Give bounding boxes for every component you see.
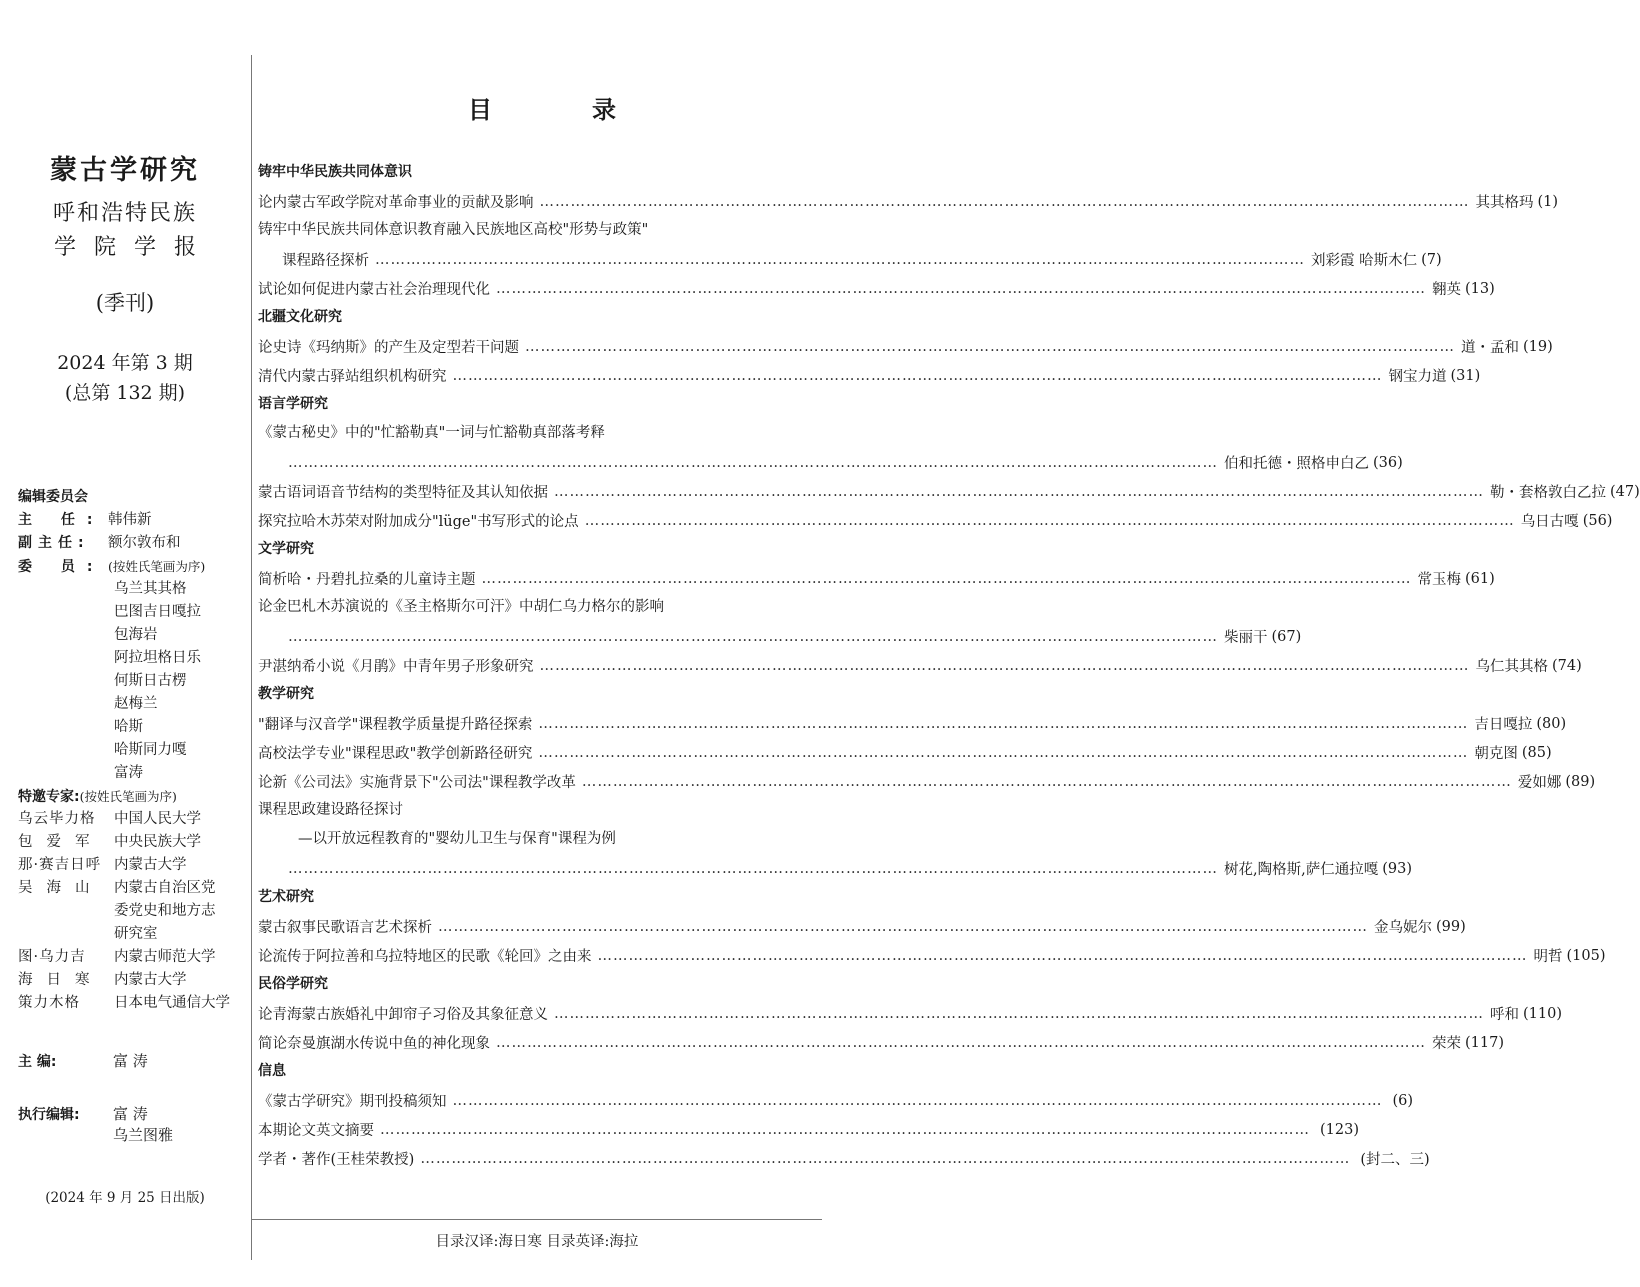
leader-dots: ……………………………………………………………………………………………………………………………………………………………… <box>584 512 1515 529</box>
expert-row <box>18 854 250 877</box>
leader-dots: ……………………………………………………………………………………………………………………………………………………………… <box>597 947 1528 964</box>
expert-org: 内蒙古大学 <box>114 972 187 988</box>
leader-dots: ……………………………………………………………………………………………………………………………………………………………… <box>452 367 1383 384</box>
expert-org: 内蒙古师范大学 <box>114 949 216 965</box>
board-member: 乌兰其其格 <box>114 581 187 597</box>
column-divider <box>251 55 252 1260</box>
frequency-label: (季刊) <box>95 291 155 315</box>
toc-entry[interactable] <box>258 245 1442 274</box>
toc-heading: 目录 <box>468 96 716 124</box>
toc-entry[interactable] <box>258 651 1582 680</box>
board-director <box>18 509 250 532</box>
toc-entry[interactable] <box>258 332 1553 361</box>
leader-dots: ……………………………………………………………………………………………………………………………………………………………… <box>554 483 1484 500</box>
toc-entry-title[interactable]: 《蒙古秘史》中的"忙豁勒真"一词与忙豁勒真部落考释 <box>258 425 605 441</box>
toc-entry-author: 勒・套格敦白乙拉 <box>1490 485 1606 501</box>
toc-entry-title: 学者・著作(王桂荣教授) <box>258 1152 415 1168</box>
director-role: 主 任: <box>18 512 105 528</box>
toc-entry-title: 《蒙古学研究》期刊投稿须知 <box>258 1094 447 1110</box>
board-heading: 编辑委员会 <box>18 489 88 505</box>
leader-dots: ……………………………………………………………………………………………………………………………………………………………… <box>496 1034 1426 1051</box>
toc-entry-title: 论青海蒙古族婚礼中卸帘子习俗及其象征意义 <box>258 1007 548 1023</box>
toc-entry-page: (6) <box>1392 1092 1414 1109</box>
expert-row <box>18 877 250 900</box>
total-issue-number: (总第 132 期) <box>64 382 186 404</box>
board-member: 哈斯同力嘎 <box>114 742 187 758</box>
expert-list <box>18 808 250 1015</box>
toc-entry[interactable] <box>258 1144 1430 1173</box>
board-member: 巴图吉日嘎拉 <box>114 604 201 620</box>
chief-editor <box>18 1050 148 1071</box>
chief-editor-label: 主 编: <box>18 1054 57 1070</box>
toc-entry-page: (123) <box>1320 1121 1359 1138</box>
expert-name: 乌云毕力格 <box>18 811 96 827</box>
expert-name: 图·乌力吉 <box>18 949 86 965</box>
school-name-line1: 呼和浩特民族 <box>52 201 197 226</box>
toc-entry-author: 常玉梅 <box>1417 572 1461 588</box>
toc-entry-page: (56) <box>1582 512 1613 529</box>
toc-entry-author: 爱如娜 <box>1517 775 1562 791</box>
toc-entry-page: (117) <box>1465 1034 1504 1051</box>
leader-dots: ……………………………………………………………………………………………………………………………………………………………… <box>481 570 1412 587</box>
toc-entry-title: 蒙古叙事民歌语言艺术探析 <box>258 920 432 936</box>
toc-entry-author: 吉日嘎拉 <box>1474 717 1533 733</box>
toc-entry-page: (93) <box>1382 860 1412 877</box>
toc-entry-page: (封二、三) <box>1360 1152 1430 1168</box>
leader-dots: ……………………………………………………………………………………………………………………………………………………………… <box>452 1092 1383 1109</box>
toc-entry-title: 本期论文英文摘要 <box>258 1123 374 1139</box>
toc-entry-author: 钢宝力道 <box>1388 369 1447 385</box>
toc-entry-title[interactable]: 铸牢中华民族共同体意识教育融入民族地区高校"形势与政策" <box>258 222 649 238</box>
toc-entry-author: 呼和 <box>1490 1007 1519 1023</box>
toc-section-title: 信息 <box>258 1063 286 1079</box>
toc-entry-page: (7) <box>1421 251 1442 268</box>
expert-name: 包爱军 <box>18 834 104 850</box>
expert-row <box>18 946 250 969</box>
table-of-contents <box>258 0 1640 1287</box>
leader-dots: ……………………………………………………………………………………………………………………………………………………………… <box>380 1121 1310 1138</box>
toc-entry-title: 探究拉哈木苏荣对附加成分"lüge"书写形式的论点 <box>258 514 579 530</box>
toc-entry-page: (110) <box>1523 1005 1562 1022</box>
toc-entry[interactable] <box>258 477 1640 506</box>
leader-dots: ……………………………………………………………………………………………………………………………………………………………… <box>539 657 1470 674</box>
toc-entry[interactable] <box>258 999 1562 1028</box>
toc-entry-page: (13) <box>1465 280 1495 297</box>
toc-bottom-rule <box>252 1219 822 1220</box>
toc-entry-page: (47) <box>1610 483 1640 500</box>
exec-editor-label: 执行编辑: <box>18 1107 80 1123</box>
toc-entry-author: 乌日古嘎 <box>1520 514 1579 530</box>
board-members-header <box>18 555 250 578</box>
executive-editor <box>18 1103 173 1145</box>
toc-entry-title: 高校法学专业"课程思政"教学创新路径研究 <box>258 746 533 762</box>
toc-entry[interactable] <box>258 854 1412 883</box>
toc-entry-title: 论史诗《玛纳斯》的产生及定型若干问题 <box>258 340 519 356</box>
toc-entry[interactable] <box>258 564 1495 593</box>
toc-entry-author: 翱英 <box>1432 282 1461 298</box>
leader-dots: ……………………………………………………………………………………………………………………………………………………………… <box>375 251 1305 268</box>
translator-credits: 目录汉译:海日寒 目录英译:海拉 <box>435 1234 639 1250</box>
toc-entry-author: 乌仁其其格 <box>1475 659 1548 675</box>
toc-entry-page: (85) <box>1521 744 1552 761</box>
toc-entry-page: (99) <box>1436 918 1466 935</box>
expert-row <box>18 923 250 946</box>
toc-entry[interactable] <box>258 448 1403 477</box>
expert-name: 那·赛吉日呼 <box>18 857 102 873</box>
expert-row <box>18 831 250 854</box>
toc-entry-title: 简析哈・丹碧扎拉桑的儿童诗主题 <box>258 572 476 588</box>
toc-entry-page: (105) <box>1566 947 1606 964</box>
expert-org: 中国人民大学 <box>114 811 201 827</box>
leader-dots: ……………………………………………………………………………………………………………………………………………………………… <box>420 1150 1351 1167</box>
member-order-note: (按姓氏笔画为序) <box>108 559 206 574</box>
toc-entry[interactable] <box>258 1086 1414 1115</box>
director-name: 韩伟新 <box>108 512 152 528</box>
toc-entry-continuation: 课程路径探析 <box>282 253 369 269</box>
toc-entry-author: 其其格玛 <box>1475 195 1534 211</box>
toc-entry[interactable] <box>258 274 1495 303</box>
exec-editor-name2: 乌兰图雅 <box>113 1126 174 1144</box>
school-name-line2: 学院学报 <box>53 235 214 260</box>
toc-entry-title: "翻译与汉音学"课程教学质量提升路径探索 <box>258 717 533 733</box>
toc-entry-page: (89) <box>1565 773 1596 790</box>
toc-entry[interactable] <box>258 361 1481 390</box>
toc-entry-page: (1) <box>1537 193 1559 210</box>
expert-org: 委党史和地方志 <box>114 903 216 919</box>
board-member: 阿拉坦格日乐 <box>114 650 201 666</box>
expert-org: 研究室 <box>114 926 158 942</box>
leader-dots: ……………………………………………………………………………………………………………………………………………………………… <box>496 280 1426 297</box>
toc-entry-title: 论新《公司法》实施背景下"公司法"课程教学改革 <box>258 775 576 791</box>
toc-section-title: 北疆文化研究 <box>258 309 342 325</box>
toc-entry-page: (61) <box>1465 570 1495 587</box>
toc-section-title: 文学研究 <box>258 541 314 557</box>
board-member: 包海岩 <box>114 627 158 643</box>
toc-entry[interactable] <box>258 1028 1504 1057</box>
toc-entry-title: 论流传于阿拉善和乌拉特地区的民歌《轮回》之由来 <box>258 949 592 965</box>
toc-entry-title[interactable]: 课程思政建设路径探讨 <box>258 802 403 818</box>
toc-entry[interactable] <box>258 1115 1359 1144</box>
toc-entry[interactable] <box>258 767 1596 796</box>
leader-dots: ……………………………………………………………………………………………………………………………………………………………… <box>539 193 1470 210</box>
board-member: 哈斯 <box>114 719 143 735</box>
member-role: 委 员: <box>18 559 105 575</box>
toc-section-title: 教学研究 <box>258 686 314 702</box>
experts-header <box>18 785 250 808</box>
publication-date: (2024 年 9 月 25 日出版) <box>45 1190 205 1206</box>
toc-entry-author: 刘彩霞 哈斯木仁 <box>1311 253 1418 269</box>
toc-entry[interactable] <box>258 709 1567 738</box>
toc-entry-author: 柴丽干 <box>1224 630 1268 646</box>
toc-entry[interactable] <box>258 912 1466 941</box>
toc-entry-title[interactable]: 论金巴札木苏演说的《圣主格斯尔可汗》中胡仁乌力格尔的影响 <box>258 599 664 615</box>
journal-title: 蒙古学研究 <box>50 155 200 186</box>
leader-dots: ……………………………………………………………………………………………………………………………………………………………… <box>288 454 1218 471</box>
toc-entry[interactable] <box>258 941 1606 970</box>
leader-dots: ……………………………………………………………………………………………………………………………………………………………… <box>438 918 1368 935</box>
toc-entry-author: 树花,陶格斯,萨仁通拉嘎 <box>1224 862 1379 878</box>
leader-dots: ……………………………………………………………………………………………………………………………………………………………… <box>525 338 1455 355</box>
toc-section-title: 语言学研究 <box>258 396 328 412</box>
expert-row <box>18 900 250 923</box>
expert-name: 吴海山 <box>18 880 104 896</box>
issue-number: 2024 年第 3 期 <box>57 352 193 374</box>
board-member: 何斯日古楞 <box>114 673 187 689</box>
toc-entry-title: 试论如何促进内蒙古社会治理现代化 <box>258 282 490 298</box>
expert-name: 策力木格 <box>18 995 80 1011</box>
toc-entry[interactable] <box>258 738 1552 767</box>
toc-entry-title: 蒙古语词语音节结构的类型特征及其认知依据 <box>258 485 548 501</box>
toc-entry-title: 简论奈曼旗湖水传说中鱼的神化现象 <box>258 1036 490 1052</box>
toc-entry-title: 论内蒙古军政学院对革命事业的贡献及影响 <box>258 195 534 211</box>
expert-org: 内蒙古自治区党 <box>114 880 216 896</box>
toc-entry-page: (74) <box>1552 657 1582 674</box>
vice-director-role: 副主任: <box>18 535 90 551</box>
leader-dots: ……………………………………………………………………………………………………………………………………………………………… <box>538 715 1469 732</box>
toc-entry-page: (19) <box>1523 338 1553 355</box>
leader-dots: ……………………………………………………………………………………………………………………………………………………………… <box>288 860 1218 877</box>
toc-entry-page: (80) <box>1536 715 1567 732</box>
toc-entry-author: 伯和托德・照格申白乙 <box>1224 456 1369 472</box>
expert-org: 日本电气通信大学 <box>114 995 230 1011</box>
leader-dots: ……………………………………………………………………………………………………………………………………………………………… <box>581 773 1512 790</box>
toc-entry-author: 朝克图 <box>1474 746 1518 762</box>
toc-entry-title: 尹湛纳希小说《月鹃》中青年男子形象研究 <box>258 659 534 675</box>
editorial-board <box>18 486 250 1015</box>
leader-dots: ……………………………………………………………………………………………………………………………………………………………… <box>288 628 1218 645</box>
toc-section-title: 铸牢中华民族共同体意识 <box>258 164 412 180</box>
board-member: 赵梅兰 <box>114 696 158 712</box>
vice-director-name: 额尔敦布和 <box>108 535 181 551</box>
toc-entry-author: 道・孟和 <box>1461 340 1519 356</box>
toc-entry[interactable] <box>258 187 1559 216</box>
board-vice-director <box>18 532 250 555</box>
toc-entry-title: 清代内蒙古驿站组织机构研究 <box>258 369 447 385</box>
toc-entry-subtitle: —以开放远程教育的"婴幼儿卫生与保育"课程为例 <box>298 831 616 847</box>
expert-row <box>18 969 250 992</box>
member-list <box>18 578 250 785</box>
leader-dots: ……………………………………………………………………………………………………………………………………………………………… <box>538 744 1469 761</box>
toc-entry-page: (36) <box>1373 454 1403 471</box>
chief-editor-name: 富 涛 <box>113 1052 148 1070</box>
expert-row <box>18 808 250 831</box>
expert-org: 中央民族大学 <box>114 834 201 850</box>
masthead-column <box>0 0 250 1287</box>
toc-entry-author: 荣荣 <box>1432 1036 1461 1052</box>
toc-section-title: 艺术研究 <box>258 889 314 905</box>
expert-name: 海日寒 <box>18 972 104 988</box>
experts-order-note: (按姓氏笔画为序) <box>79 789 177 804</box>
toc-entry[interactable] <box>258 506 1613 535</box>
experts-label: 特邀专家: <box>18 789 80 805</box>
expert-org: 内蒙古大学 <box>114 857 187 873</box>
toc-entry[interactable] <box>258 622 1302 651</box>
exec-editor-name1: 富 涛 <box>113 1105 148 1123</box>
board-member: 富涛 <box>114 765 143 781</box>
toc-entry-page: (31) <box>1450 367 1481 384</box>
toc-entry-author: 明哲 <box>1533 949 1563 965</box>
toc-entry-author: 金乌妮尔 <box>1374 920 1432 936</box>
expert-row <box>18 992 250 1015</box>
toc-list <box>258 158 1640 1173</box>
leader-dots: ……………………………………………………………………………………………………………………………………………………………… <box>554 1005 1484 1022</box>
toc-entry-page: (67) <box>1271 628 1302 645</box>
toc-section-title: 民俗学研究 <box>258 976 328 992</box>
